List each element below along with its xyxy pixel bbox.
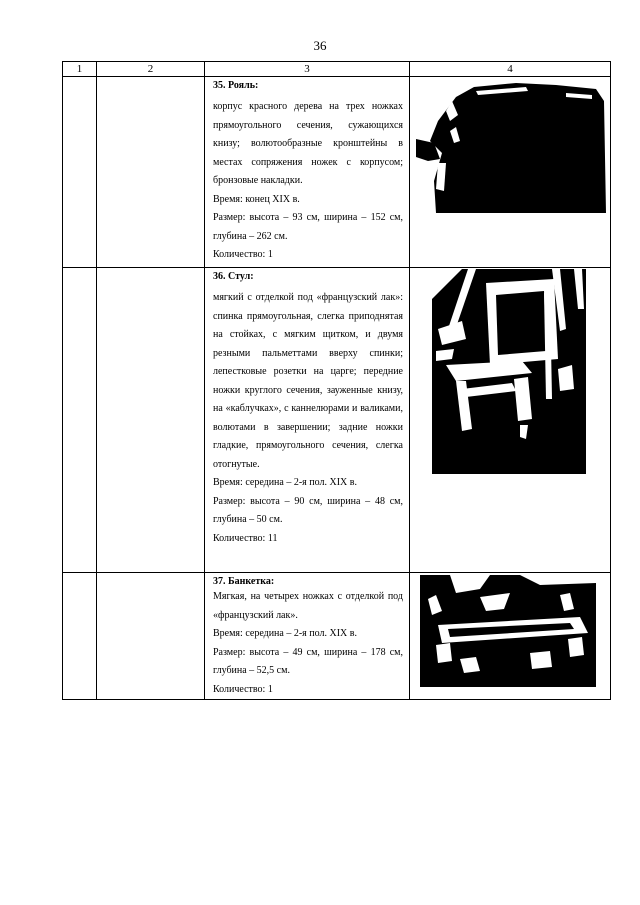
table-row	[63, 268, 611, 573]
item-time: Время: конец XIX в.	[213, 193, 300, 205]
inventory-table	[62, 61, 611, 700]
bench-photo	[420, 575, 596, 687]
item-description: мягкий с отделкой под «французский лак»: спинка прямоугольная, слегка приподнятая на стойках, с мягким щитком, и двумя резными пальметтами вверху спинки; лепестковые розетки на царге; передние ножки круглого сечения, зауженные книзу, на «каблучках», с каннелюрами и валиками, волютами в завершении; задние ножки гладкие, прямоугольного сечения, слегка отогнутые.	[213, 292, 403, 470]
cell-col2	[97, 573, 205, 700]
cell-col1	[63, 573, 97, 700]
item-description: Мягкая, на четырех ножках с отделкой под «французский лак».	[213, 591, 403, 621]
item-title: 35. Рояль:	[213, 80, 259, 91]
item-quantity: Количество: 11	[213, 532, 278, 544]
item-quantity: Количество: 1	[213, 249, 273, 260]
cell-col2	[97, 77, 205, 268]
cell-col1	[63, 77, 97, 268]
item-photo-cell	[410, 573, 611, 700]
cell-col2	[97, 268, 205, 573]
item-title: 37. Банкетка:	[213, 576, 275, 587]
item-time: Время: середина – 2-я пол. XIX в.	[213, 628, 357, 639]
column-header-1: 1	[63, 62, 97, 77]
item-photo-cell	[410, 77, 611, 268]
column-header-2: 2	[97, 62, 205, 77]
chair-photo	[432, 269, 586, 474]
item-size: Размер: высота – 93 см, ширина – 152 см, глубина – 262 см.	[213, 212, 403, 242]
item-size: Размер: высота – 90 см, ширина – 48 см, глубина – 50 см.	[213, 495, 403, 525]
item-description-cell	[205, 268, 410, 573]
item-time: Время: середина – 2-я пол. XIX в.	[213, 477, 357, 488]
item-description-cell	[205, 77, 410, 268]
item-photo-cell	[410, 268, 611, 573]
item-size: Размер: высота – 49 см, ширина – 178 см, глубина – 52,5 см.	[213, 646, 403, 676]
table-header-row	[63, 62, 611, 77]
page-number: 36	[313, 38, 327, 53]
grand-piano-photo	[416, 81, 606, 213]
cell-col1	[63, 268, 97, 573]
item-title: 36. Стул:	[213, 271, 254, 282]
column-header-3: 3	[205, 62, 410, 77]
column-header-4: 4	[410, 62, 611, 77]
item-description-cell	[205, 573, 410, 700]
item-quantity: Количество: 1	[213, 683, 273, 695]
table-row	[63, 77, 611, 268]
item-description: корпус красного дерева на трех ножках прямоугольного сечения, сужающихся книзу; волютообразные кронштейны в местах сопряжения ножек с корпусом; бронзовые накладки.	[213, 101, 403, 186]
table-row	[63, 573, 611, 700]
